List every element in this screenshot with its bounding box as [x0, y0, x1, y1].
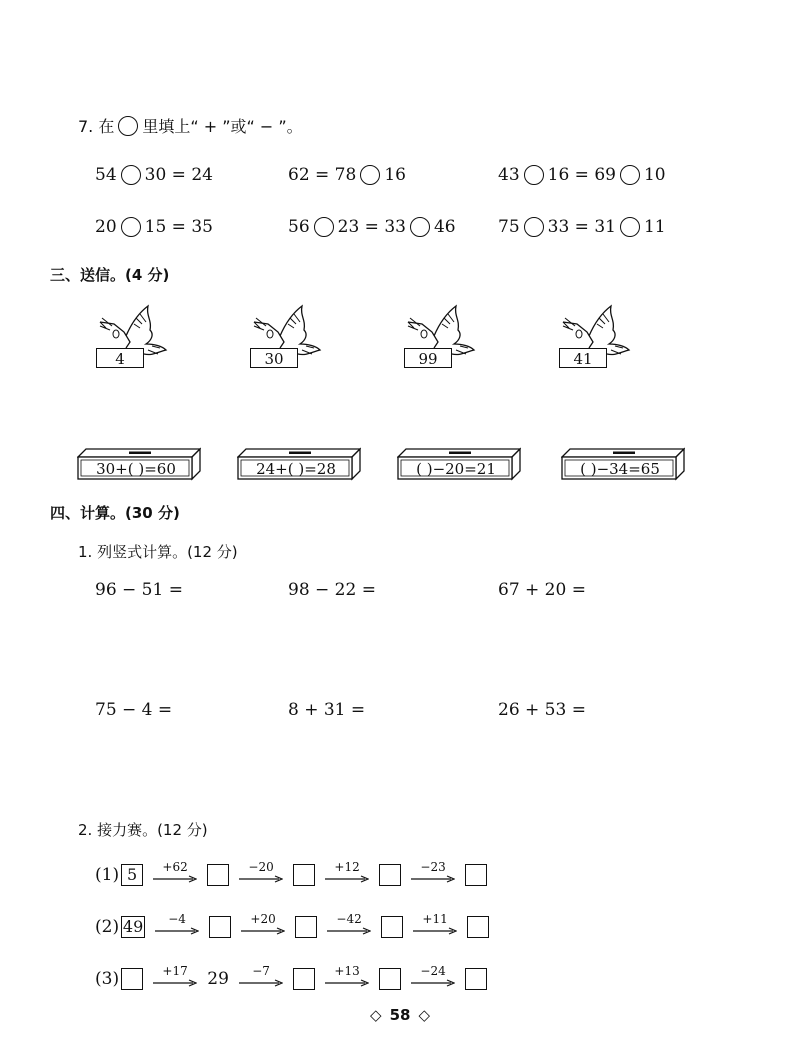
answer-box[interactable]	[293, 968, 315, 990]
q7-eq-3-b: 16 = 69	[547, 165, 616, 185]
relay-arrow	[411, 860, 455, 890]
q7-eq-3-a: 43	[498, 165, 520, 185]
answer-box[interactable]	[467, 916, 489, 938]
q7-eq-5-a: 56	[288, 217, 310, 237]
q7-eq-2-b: 16	[384, 165, 406, 185]
mailbox-equation: ( )−34=65	[580, 460, 660, 478]
relay-arrow	[153, 964, 197, 994]
answer-circle[interactable]	[121, 217, 141, 237]
arrow-right-icon	[413, 927, 457, 935]
part1-title: 1. 列竖式计算。(12 分)	[78, 543, 238, 561]
answer-circle[interactable]	[314, 217, 334, 237]
relay-chain	[95, 964, 487, 994]
relay-arrow	[325, 860, 369, 890]
chain-start-box: 5	[121, 864, 143, 886]
section4-heading: 四、计算。(30 分)	[50, 504, 180, 522]
relay-op: −42	[336, 912, 362, 926]
arrow-right-icon	[325, 875, 369, 883]
arrow-right-icon	[155, 927, 199, 935]
arrow-right-icon	[153, 979, 197, 987]
arrow-right-icon	[239, 875, 283, 883]
arrow-right-icon	[411, 875, 455, 883]
calc-problem: 98 − 22 =	[288, 580, 376, 600]
q7-eq-4-b: 15 = 35	[144, 217, 213, 237]
mailbox-equation: 30+( )=60	[96, 460, 176, 478]
relay-op: −7	[252, 964, 270, 978]
answer-circle[interactable]	[121, 165, 141, 185]
circle-icon	[118, 116, 138, 136]
arrow-right-icon	[411, 979, 455, 987]
q7-eq-5-c: 46	[433, 217, 456, 237]
mailbox	[77, 447, 201, 481]
answer-box[interactable]	[379, 968, 401, 990]
relay-op: +17	[162, 964, 188, 978]
mailbox-equation: 24+( )=28	[256, 460, 336, 478]
page-number: 58	[389, 1006, 411, 1024]
q7-prompt-prefix: 7. 在	[78, 117, 115, 136]
answer-circle[interactable]	[620, 165, 640, 185]
q7-eq-6-a: 75	[498, 217, 520, 237]
answer-circle[interactable]	[524, 217, 544, 237]
answer-box[interactable]	[293, 864, 315, 886]
q7-eq-1	[95, 165, 213, 185]
q7-eq-6-b: 33 = 31	[547, 217, 616, 237]
answer-box[interactable]	[465, 864, 487, 886]
answer-box[interactable]	[465, 968, 487, 990]
diamond-icon: ◇	[370, 1006, 382, 1024]
answer-box[interactable]	[381, 916, 403, 938]
relay-arrow	[153, 860, 197, 890]
q7-eq-2-a: 62 = 78	[288, 165, 357, 185]
relay-arrow	[239, 860, 283, 890]
relay-op: −4	[168, 912, 186, 926]
arrow-right-icon	[153, 875, 197, 883]
q7-eq-5	[288, 217, 456, 237]
answer-box[interactable]	[209, 916, 231, 938]
mailbox	[237, 447, 361, 481]
relay-chain	[95, 912, 489, 942]
given-value: 29	[207, 969, 229, 989]
relay-arrow	[241, 912, 285, 942]
q7-eq-2	[288, 165, 406, 185]
relay-op: +11	[422, 912, 448, 926]
q7-eq-3-c: 10	[643, 165, 666, 185]
calc-problem: 26 + 53 =	[498, 700, 586, 720]
relay-arrow	[327, 912, 371, 942]
q7-eq-5-b: 23 = 33	[337, 217, 406, 237]
calc-problem: 8 + 31 =	[288, 700, 366, 720]
diamond-icon: ◇	[418, 1006, 430, 1024]
q7-eq-4	[95, 217, 213, 237]
bird-card	[404, 302, 476, 372]
relay-arrow	[413, 912, 457, 942]
mailbox-equation: ( )−20=21	[416, 460, 496, 478]
arrow-right-icon	[327, 927, 371, 935]
bird-number: 41	[559, 348, 607, 368]
relay-op: −24	[420, 964, 446, 978]
q7-eq-3	[498, 165, 666, 185]
relay-op: +12	[334, 860, 360, 874]
arrow-right-icon	[241, 927, 285, 935]
relay-arrow	[411, 964, 455, 994]
bird-card	[559, 302, 631, 372]
relay-arrow	[239, 964, 283, 994]
answer-box[interactable]	[121, 968, 143, 990]
bird-card	[250, 302, 322, 372]
arrow-right-icon	[239, 979, 283, 987]
page-footer	[0, 1006, 800, 1024]
bird-number: 4	[96, 348, 144, 368]
part2-title: 2. 接力赛。(12 分)	[78, 821, 208, 839]
bird-card	[96, 302, 168, 372]
mailbox	[561, 447, 685, 481]
relay-op: −20	[248, 860, 274, 874]
section3-heading: 三、送信。(4 分)	[50, 266, 170, 284]
q7-eq-1-b: 30 = 24	[144, 165, 213, 185]
q7-eq-6	[498, 217, 666, 237]
answer-circle[interactable]	[360, 165, 380, 185]
calc-problem: 96 − 51 =	[95, 580, 183, 600]
calc-problem: 67 + 20 =	[498, 580, 586, 600]
arrow-right-icon	[325, 979, 369, 987]
relay-chain	[95, 860, 487, 890]
q7-prompt-suffix: 里填上“ + ”或“ − ”。	[142, 117, 303, 136]
q7-eq-1-a: 54	[95, 165, 117, 185]
calc-problem: 75 − 4 =	[95, 700, 173, 720]
relay-op: −23	[420, 860, 446, 874]
answer-circle[interactable]	[524, 165, 544, 185]
chain-label: (1)	[95, 865, 120, 885]
answer-circle[interactable]	[620, 217, 640, 237]
bird-number: 99	[404, 348, 452, 368]
chain-label: (3)	[95, 969, 120, 989]
answer-box[interactable]	[295, 916, 317, 938]
relay-op: +20	[250, 912, 276, 926]
q7-prompt	[78, 114, 303, 137]
relay-op: +13	[334, 964, 360, 978]
chain-label: (2)	[95, 917, 120, 937]
mailbox	[397, 447, 521, 481]
relay-arrow	[155, 912, 199, 942]
chain-start-box: 49	[122, 917, 144, 936]
q7-eq-6-c: 11	[643, 217, 666, 237]
bird-number: 30	[250, 348, 298, 368]
relay-op: +62	[162, 860, 188, 874]
relay-arrow	[325, 964, 369, 994]
answer-box[interactable]	[379, 864, 401, 886]
answer-circle[interactable]	[410, 217, 430, 237]
answer-box[interactable]	[207, 864, 229, 886]
q7-eq-4-a: 20	[95, 217, 117, 237]
